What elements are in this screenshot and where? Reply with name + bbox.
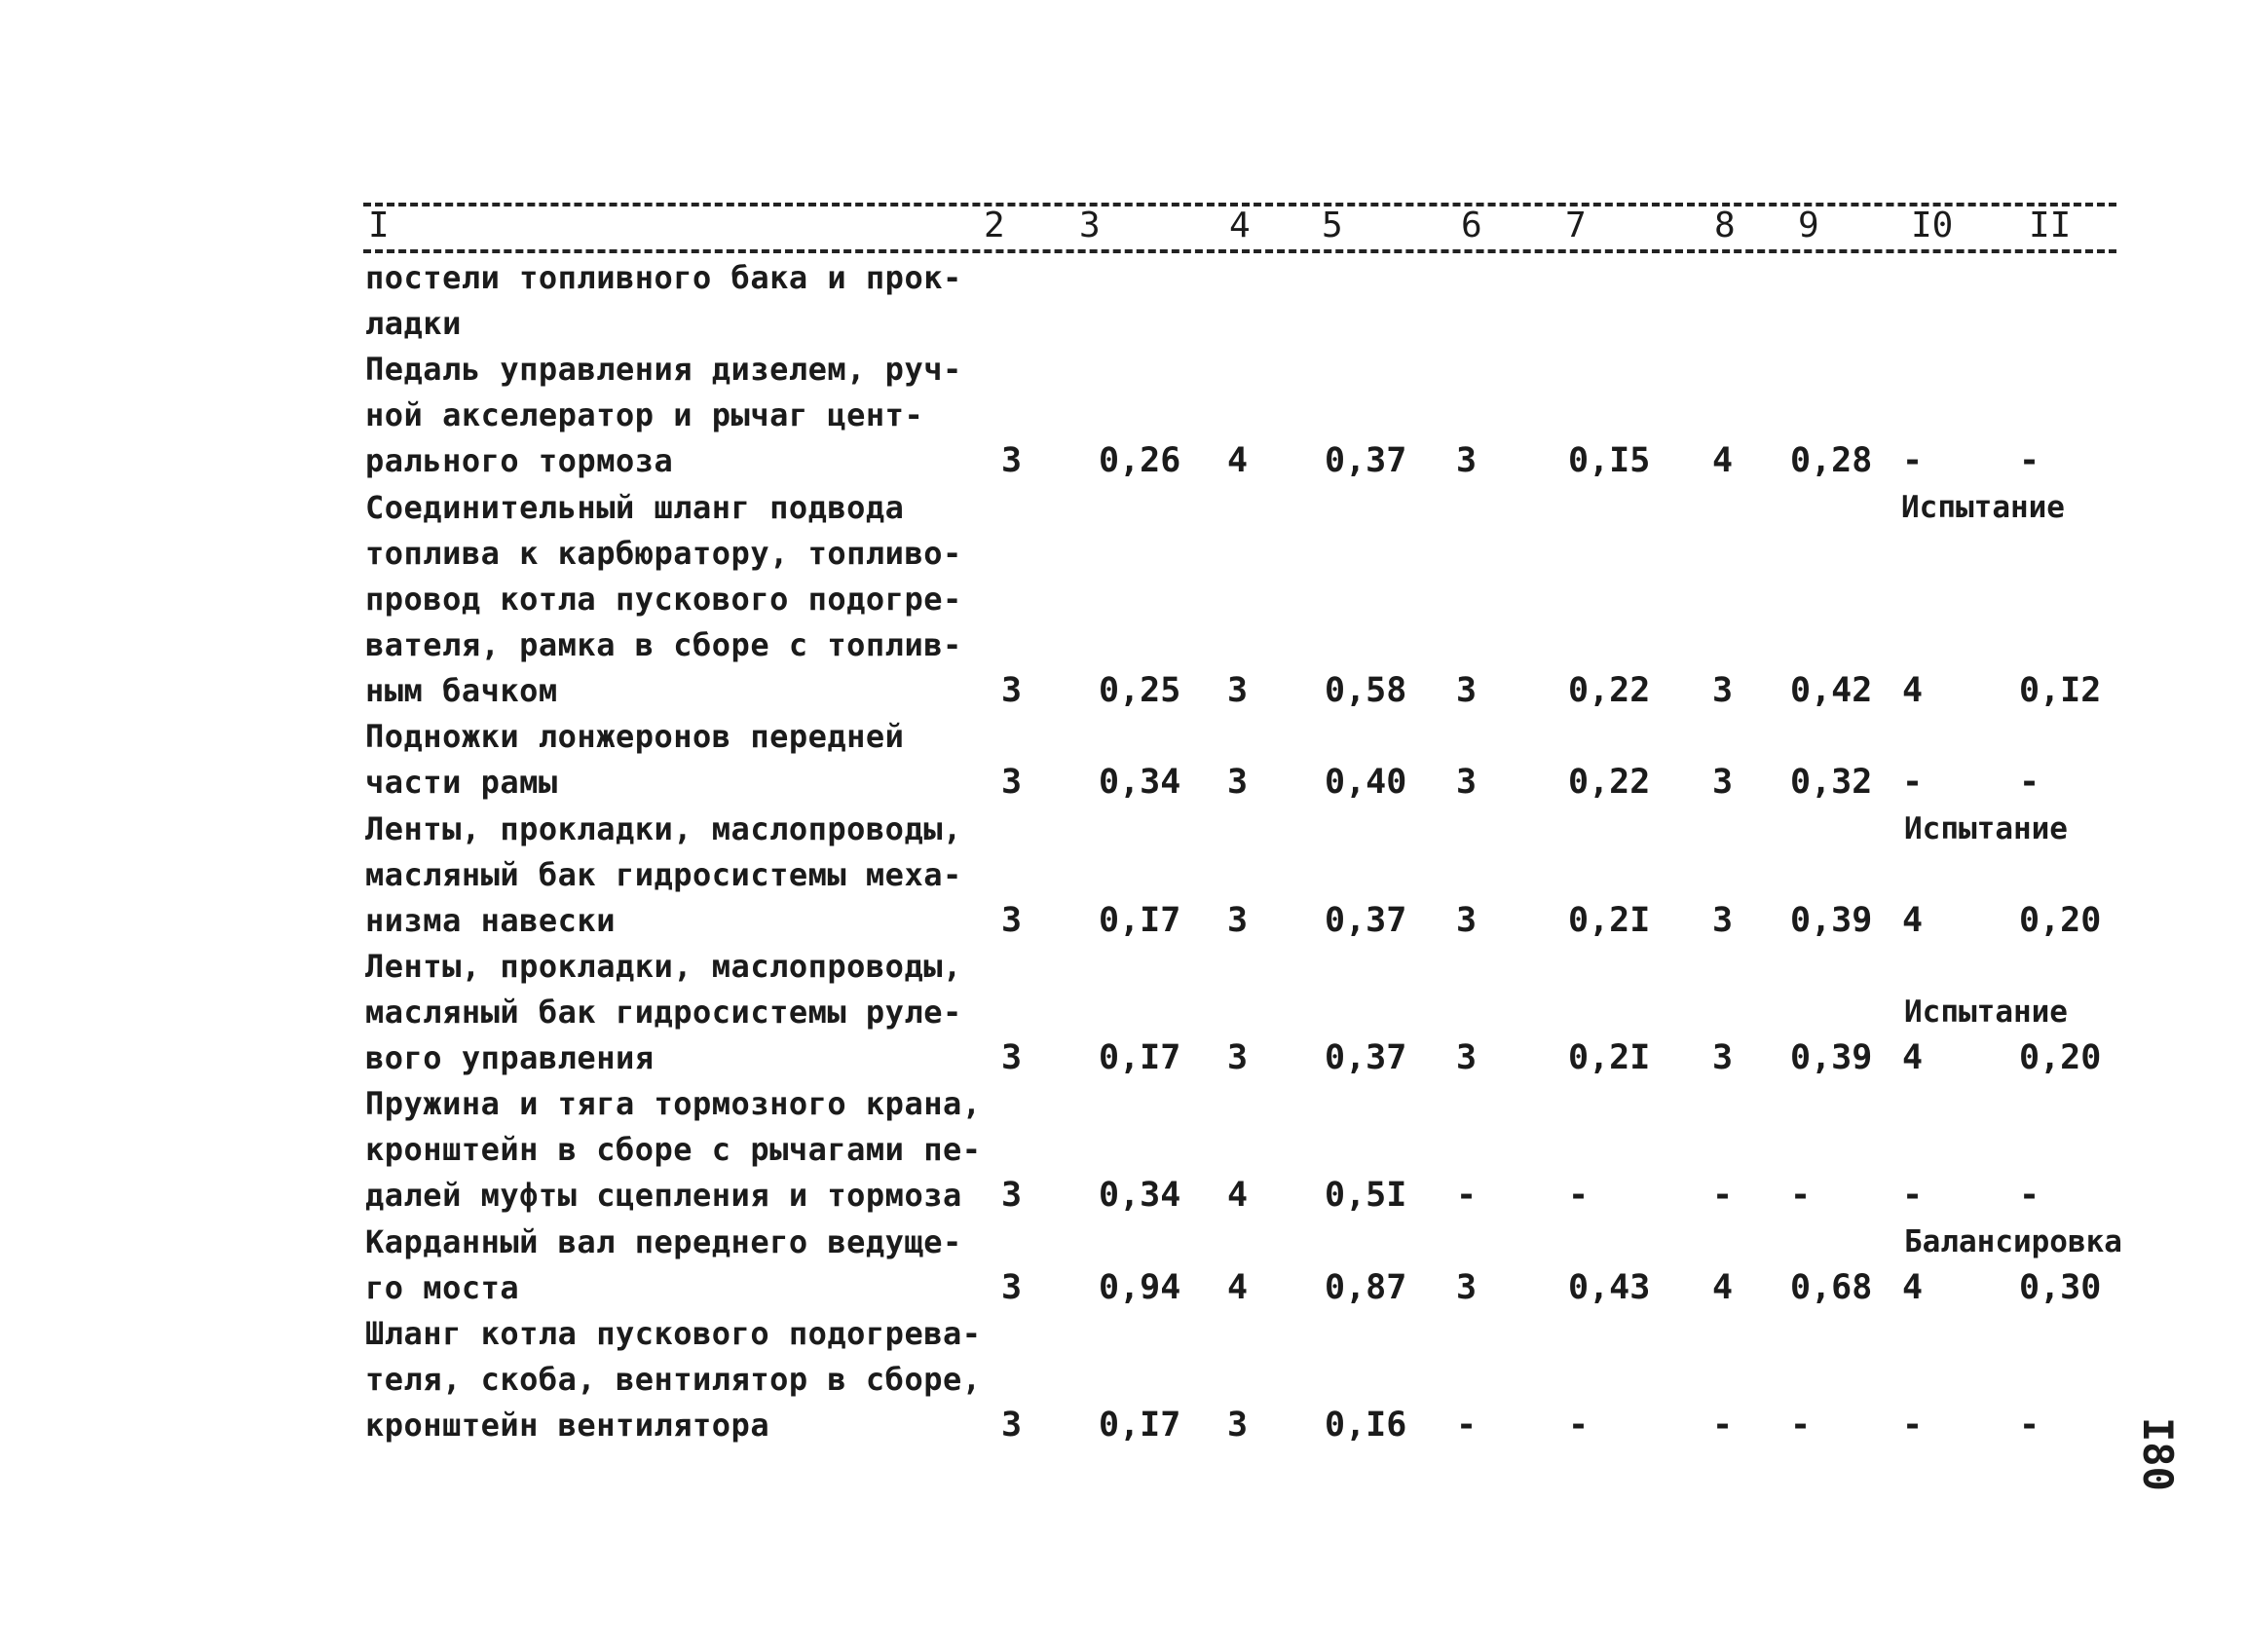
- table-cell: 4: [1902, 1038, 1924, 1077]
- table-cell: -: [1902, 1406, 1924, 1445]
- table-cell: 3: [1227, 671, 1249, 710]
- table-cell: 3: [1712, 1038, 1734, 1077]
- table-cell: 3: [1456, 901, 1478, 940]
- table-cell: 3: [1227, 901, 1249, 940]
- header-col-3: 3: [1079, 206, 1101, 245]
- table-cell: -: [1712, 1176, 1734, 1215]
- row-text-line: постели топливного бака и прок-: [365, 259, 962, 296]
- table-cell: 0,30: [2019, 1268, 2102, 1307]
- header-col-5: 5: [1322, 206, 1343, 245]
- table-cell: 3: [1456, 671, 1478, 710]
- table-cell: -: [1568, 1176, 1590, 1215]
- table-cell: 0,I2: [2019, 671, 2102, 710]
- table-cell: 0,I5: [1568, 441, 1651, 480]
- row-text-line: вателя, рамка в сборе с топлив-: [365, 626, 962, 663]
- table-cell: 3: [1001, 671, 1023, 710]
- table-cell: 0,94: [1099, 1268, 1181, 1307]
- table-cell: 3: [1227, 1406, 1249, 1445]
- header-col-7: 7: [1565, 206, 1587, 245]
- table-cell: 0,40: [1325, 763, 1407, 802]
- table-cell: 3: [1227, 763, 1249, 802]
- row-text-line: кронштейн вентилятора: [365, 1407, 770, 1444]
- row-text-line: ным бачком: [365, 672, 558, 709]
- row-text-line: Подножки лонжеронов передней: [365, 718, 905, 755]
- row-text-line: ной акселератор и рычаг цент-: [365, 396, 924, 433]
- table-cell: 4: [1227, 1268, 1249, 1307]
- table-cell: 0,58: [1325, 671, 1407, 710]
- table-cell: -: [2019, 763, 2040, 802]
- row-note: Испытание: [1901, 490, 2065, 525]
- row-text-line: ладки: [365, 305, 462, 342]
- table-cell: 4: [1227, 441, 1249, 480]
- page-number: I80: [2134, 1417, 2182, 1491]
- row-text-line: Пружина и тяга тормозного крана,: [365, 1085, 982, 1122]
- table-cell: 0,5I: [1325, 1176, 1407, 1215]
- header-col-1: I: [368, 206, 390, 245]
- row-note: Испытание: [1904, 995, 2068, 1030]
- row-text-line: масляный бак гидросистемы руле-: [365, 994, 962, 1031]
- table-cell: 0,2I: [1568, 901, 1651, 940]
- table-cell: -: [2019, 441, 2040, 480]
- row-text-line: Ленты, прокладки, маслопроводы,: [365, 810, 962, 847]
- row-text-line: Соединительный шланг подвода: [365, 489, 905, 526]
- table-cell: -: [1902, 441, 1924, 480]
- table-cell: 3: [1227, 1038, 1249, 1077]
- table-cell: 3: [1712, 763, 1734, 802]
- table-cell: 0,28: [1790, 441, 1873, 480]
- table-cell: 0,20: [2019, 1038, 2102, 1077]
- table-cell: -: [1790, 1176, 1812, 1215]
- table-cell: 0,37: [1325, 1038, 1407, 1077]
- table-cell: -: [2019, 1176, 2040, 1215]
- table-cell: 3: [1712, 671, 1734, 710]
- header-col-10: I0: [1911, 206, 1954, 245]
- table-cell: 4: [1227, 1176, 1249, 1215]
- table-cell: 3: [1001, 1268, 1023, 1307]
- table-cell: 0,26: [1099, 441, 1181, 480]
- table-cell: 0,I7: [1099, 901, 1181, 940]
- table-cell: 0,39: [1790, 1038, 1873, 1077]
- table-cell: 0,I6: [1325, 1406, 1407, 1445]
- table-cell: -: [1712, 1406, 1734, 1445]
- header-col-11: II: [2029, 206, 2072, 245]
- table-cell: 4: [1902, 901, 1924, 940]
- table-cell: 3: [1001, 1176, 1023, 1215]
- table-cell: 0,2I: [1568, 1038, 1651, 1077]
- table-cell: 3: [1001, 1038, 1023, 1077]
- row-text-line: провод котла пускового подогре-: [365, 581, 962, 618]
- row-text-line: Педаль управления дизелем, руч-: [365, 351, 962, 388]
- table-cell: 0,68: [1790, 1268, 1873, 1307]
- table-cell: 3: [1001, 1406, 1023, 1445]
- table-cell: 4: [1712, 441, 1734, 480]
- table-cell: 0,32: [1790, 763, 1873, 802]
- table-cell: 3: [1001, 901, 1023, 940]
- table-cell: 0,22: [1568, 763, 1651, 802]
- table-cell: 0,34: [1099, 1176, 1181, 1215]
- table-cell: -: [1456, 1176, 1478, 1215]
- row-text-line: низма навески: [365, 902, 616, 939]
- header-bottom-rule: [363, 249, 2116, 253]
- row-text-line: далей муфты сцепления и тормоза: [365, 1177, 962, 1214]
- table-cell: -: [2019, 1406, 2040, 1445]
- row-text-line: кронштейн в сборе с рычагами пе-: [365, 1131, 982, 1168]
- row-text-line: вого управления: [365, 1039, 655, 1076]
- table-cell: 3: [1001, 763, 1023, 802]
- table-cell: 4: [1902, 671, 1924, 710]
- table-cell: 0,22: [1568, 671, 1651, 710]
- table-cell: 4: [1712, 1268, 1734, 1307]
- table-cell: 0,34: [1099, 763, 1181, 802]
- table-cell: 0,I7: [1099, 1038, 1181, 1077]
- table-cell: 0,87: [1325, 1268, 1407, 1307]
- row-note: Балансировка: [1904, 1224, 2122, 1259]
- row-note: Испытание: [1904, 811, 2068, 846]
- table-cell: 0,20: [2019, 901, 2102, 940]
- table-cell: 3: [1001, 441, 1023, 480]
- table-cell: 3: [1456, 1268, 1478, 1307]
- table-cell: -: [1902, 763, 1924, 802]
- table-cell: -: [1456, 1406, 1478, 1445]
- row-text-line: топлива к карбюратору, топливо-: [365, 535, 962, 572]
- table-cell: 4: [1902, 1268, 1924, 1307]
- table-cell: 0,39: [1790, 901, 1873, 940]
- table-cell: 0,43: [1568, 1268, 1651, 1307]
- row-text-line: го моста: [365, 1269, 520, 1306]
- table-cell: 0,25: [1099, 671, 1181, 710]
- table-cell: -: [1790, 1406, 1812, 1445]
- header-col-6: 6: [1461, 206, 1482, 245]
- header-col-2: 2: [984, 206, 1005, 245]
- row-text-line: части рамы: [365, 764, 558, 801]
- row-text-line: рального тормоза: [365, 442, 674, 479]
- row-text-line: Карданный вал переднего ведуще-: [365, 1223, 962, 1260]
- table-cell: 0,37: [1325, 901, 1407, 940]
- header-col-8: 8: [1714, 206, 1736, 245]
- row-text-line: Ленты, прокладки, маслопроводы,: [365, 948, 962, 985]
- row-text-line: Шланг котла пускового подогрева-: [365, 1315, 982, 1352]
- table-cell: 3: [1712, 901, 1734, 940]
- table-cell: -: [1568, 1406, 1590, 1445]
- table-cell: 0,I7: [1099, 1406, 1181, 1445]
- table-cell: 0,37: [1325, 441, 1407, 480]
- header-col-4: 4: [1229, 206, 1251, 245]
- table-cell: -: [1902, 1176, 1924, 1215]
- table-cell: 3: [1456, 763, 1478, 802]
- table-cell: 3: [1456, 1038, 1478, 1077]
- table-cell: 3: [1456, 441, 1478, 480]
- row-text-line: масляный бак гидросистемы меха-: [365, 856, 962, 893]
- row-text-line: теля, скоба, вентилятор в сборе,: [365, 1361, 982, 1398]
- table-cell: 0,42: [1790, 671, 1873, 710]
- header-col-9: 9: [1798, 206, 1819, 245]
